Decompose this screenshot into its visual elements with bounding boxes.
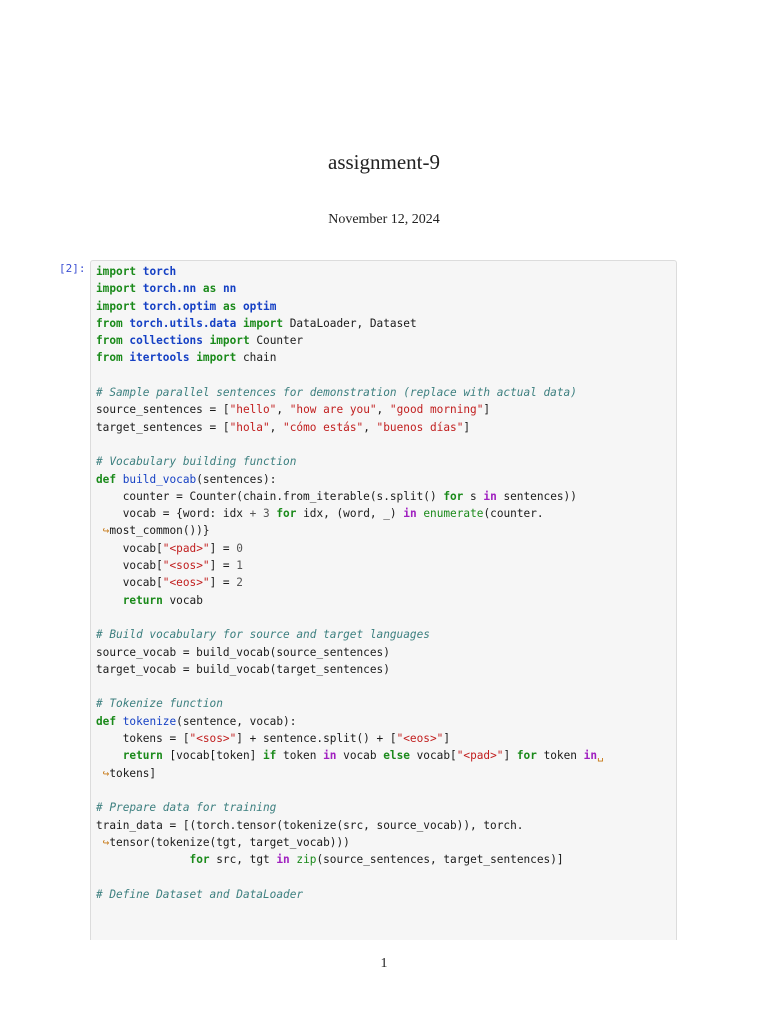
code-line (96, 713, 676, 730)
code-token: "<pad>" (456, 749, 504, 763)
code-line (96, 609, 676, 626)
code-token: # Prepare data for training (96, 801, 277, 815)
code-token: source_vocab = build_vocab(source_sentences) (96, 645, 390, 659)
code-line (96, 799, 676, 816)
code-line (96, 886, 676, 903)
code-line (96, 298, 676, 315)
code-token: idx, (word, _) (296, 507, 404, 521)
code-token: ↪ (96, 524, 110, 538)
code-line (96, 747, 676, 764)
code-token: tokens = [ (96, 732, 190, 746)
code-token: ] (463, 420, 471, 434)
code-token: ␣ (597, 749, 604, 763)
code-token: 0 (236, 541, 243, 555)
code-cell[interactable] (90, 260, 677, 940)
code-line (96, 592, 676, 609)
code-token: ] = (209, 576, 237, 590)
code-token: 2 (236, 576, 243, 590)
code-line (96, 730, 676, 747)
code-line (96, 644, 676, 661)
code-token: as (222, 299, 237, 313)
code-token: (source_sentences, target_sentences)] (316, 853, 564, 867)
code-token: def (96, 472, 117, 486)
code-token: Counter (249, 334, 304, 348)
cell-execution-prompt: [2]: (59, 262, 86, 275)
code-token: else (383, 749, 410, 763)
code-token: + (249, 507, 257, 521)
code-token (203, 334, 210, 347)
code-token: vocab[ (96, 576, 163, 590)
code-token: return (122, 749, 163, 763)
code-token: [vocab[token] (162, 749, 263, 763)
code-token: import (242, 316, 284, 330)
document-title: assignment-9 (328, 150, 440, 174)
code-token (136, 300, 143, 313)
code-token: 3 (263, 507, 270, 521)
code-token: target_vocab = build_vocab(target_sentences) (96, 662, 390, 676)
code-token (256, 507, 263, 520)
code-line (96, 574, 676, 591)
code-block (91, 261, 676, 903)
code-token: , (269, 420, 284, 434)
code-token: ↪ (96, 835, 110, 849)
code-token: vocab = {word: idx (96, 507, 250, 521)
code-token: sentences)) (496, 489, 577, 503)
code-token (136, 265, 143, 278)
code-line (96, 401, 676, 418)
code-token: build_vocab (122, 472, 197, 486)
code-token: for (189, 853, 210, 867)
code-token: zip (296, 853, 317, 867)
code-token: as (202, 282, 217, 296)
code-line (96, 332, 676, 349)
code-token (96, 594, 123, 607)
code-line (96, 540, 676, 557)
code-token: def (96, 714, 117, 728)
code-token: "<pad>" (162, 541, 210, 555)
code-token: # Tokenize function (96, 697, 223, 711)
code-token: "cómo estás" (283, 420, 364, 434)
code-token: return (122, 593, 163, 607)
code-token: source_sentences = [ (96, 403, 230, 417)
code-token: ↪ (96, 766, 110, 780)
code-token: vocab (162, 593, 203, 607)
code-token: # Vocabulary building function (96, 455, 297, 469)
code-token: enumerate (423, 507, 484, 521)
code-line (96, 522, 676, 539)
code-token: 1 (236, 559, 243, 573)
code-token: "<eos>" (162, 576, 210, 590)
code-token (216, 300, 223, 313)
code-line (96, 868, 676, 885)
code-token: "<sos>" (162, 559, 210, 573)
code-token: vocab (336, 749, 384, 763)
code-token (96, 749, 123, 762)
code-token: "buenos días" (376, 420, 464, 434)
code-token: tokens] (109, 766, 157, 780)
code-token: in (403, 507, 417, 521)
code-line (96, 453, 676, 470)
code-token: ] + sentence.split() + [ (236, 732, 397, 746)
code-line (96, 367, 676, 384)
code-line (96, 471, 676, 488)
code-token: "<eos>" (396, 732, 444, 746)
code-token: optim (242, 299, 277, 313)
code-token: torch (142, 265, 177, 278)
code-token: from (96, 316, 123, 330)
code-token: chain (236, 351, 277, 365)
code-token (216, 282, 223, 295)
code-line (96, 436, 676, 453)
code-token: tensor(tokenize(tgt, target_vocab))) (109, 835, 350, 849)
code-token: torch.utils.data (129, 316, 237, 330)
code-token: , (276, 403, 290, 417)
code-token (236, 300, 243, 313)
code-token (116, 715, 123, 728)
code-line (96, 661, 676, 678)
code-line (96, 419, 676, 436)
code-token: for (276, 507, 297, 521)
code-line (96, 817, 676, 834)
code-token: import (96, 282, 137, 296)
code-line (96, 678, 676, 695)
code-line (96, 834, 676, 851)
code-token: itertools (129, 351, 190, 365)
code-token: in (276, 853, 290, 867)
code-token: most_common())} (109, 524, 210, 538)
code-line (96, 557, 676, 574)
code-token (136, 282, 143, 295)
code-token: "how are you" (289, 403, 377, 417)
code-line (96, 626, 676, 643)
code-line (96, 851, 676, 868)
code-token (116, 473, 123, 486)
code-token: # Define Dataset and DataLoader (96, 887, 304, 901)
code-token: for (443, 489, 464, 503)
code-token: "good morning" (389, 403, 484, 417)
code-token: src, tgt (209, 853, 277, 867)
code-token: token (276, 749, 324, 763)
code-line (96, 505, 676, 522)
code-token: for (516, 749, 537, 763)
code-token: , (363, 420, 377, 434)
code-token: s (463, 489, 484, 503)
page-number: 1 (380, 956, 388, 971)
code-token: in (583, 749, 598, 763)
code-token: import (96, 265, 137, 278)
code-token: if (262, 749, 277, 763)
code-token: tokenize (122, 714, 177, 728)
code-token: "hello" (229, 403, 277, 417)
code-token: nn (222, 282, 237, 296)
code-token: "<sos>" (189, 732, 237, 746)
code-token: from (96, 351, 123, 365)
code-line (96, 488, 676, 505)
code-line (96, 765, 676, 782)
code-token (196, 282, 203, 295)
code-token: torch.nn (142, 282, 197, 296)
code-token: in (323, 749, 337, 763)
code-line (96, 695, 676, 712)
code-token: vocab[ (409, 749, 457, 763)
document-date: November 12, 2024 (328, 212, 440, 227)
code-token: from (96, 334, 123, 348)
code-token: counter = Counter(chain.from_iterable(s.split() (96, 489, 444, 503)
code-token: (counter. (483, 507, 544, 521)
code-token: ] = (209, 559, 237, 573)
code-token: target_sentences = [ (96, 420, 230, 434)
code-token: token (536, 749, 584, 763)
code-line (96, 280, 676, 297)
code-token: ] (503, 749, 517, 763)
code-token: ] (483, 403, 491, 417)
code-token: DataLoader, Dataset (283, 316, 417, 330)
code-token: ] = (209, 541, 237, 555)
code-token: # Build vocabulary for source and target languages (96, 628, 430, 642)
code-line (96, 782, 676, 799)
code-line (96, 384, 676, 401)
code-token: , (376, 403, 390, 417)
code-line (96, 349, 676, 366)
code-token: # Sample parallel sentences for demonstration (replace with actual data) (96, 386, 577, 400)
code-token: torch.optim (142, 299, 217, 313)
code-token: in (483, 489, 497, 503)
code-token: vocab[ (96, 559, 163, 573)
code-token: import (196, 351, 237, 365)
code-token: import (209, 334, 250, 348)
code-token: (sentence, vocab): (176, 714, 297, 728)
code-token (96, 853, 190, 866)
code-token: (sentences): (196, 472, 277, 486)
code-token: "hola" (229, 420, 270, 434)
code-token: collections (129, 334, 203, 348)
code-token: import (96, 299, 137, 313)
code-line (96, 263, 676, 280)
code-token: train_data = [(torch.tensor(tokenize(src, source_vocab)), torch. (96, 818, 524, 832)
code-token (236, 317, 243, 330)
code-token: vocab[ (96, 541, 163, 555)
code-line (96, 315, 676, 332)
code-token: ] (443, 732, 451, 746)
